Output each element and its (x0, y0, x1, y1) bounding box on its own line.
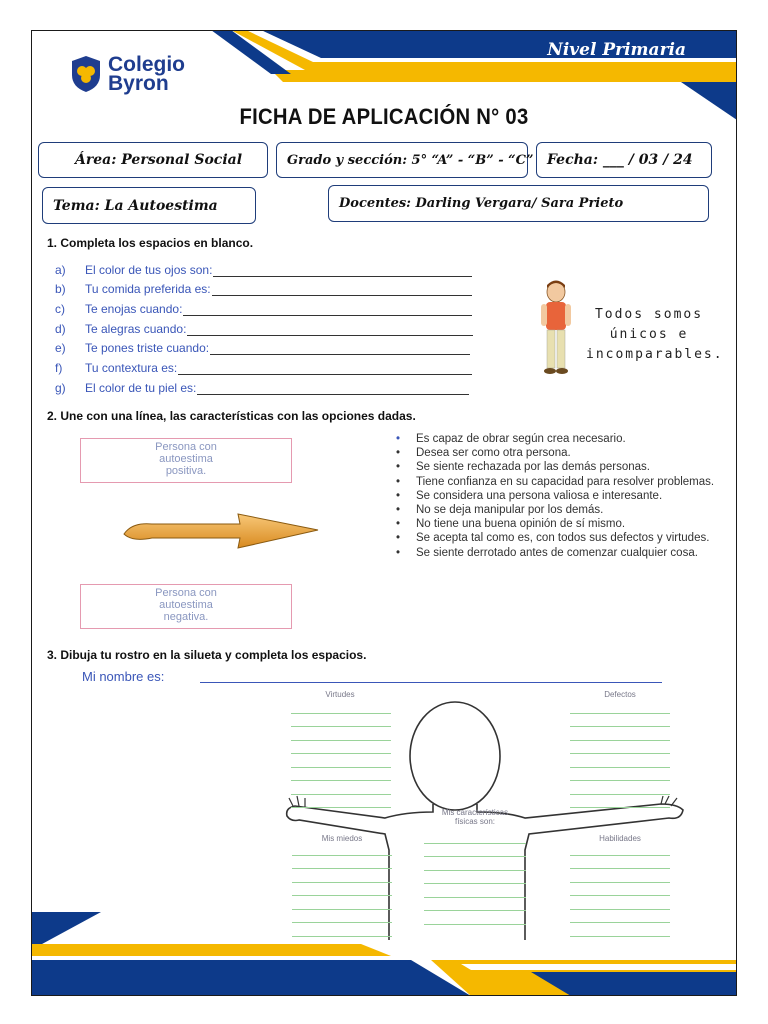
defectos-lines[interactable] (570, 700, 670, 808)
caracteristicas-lines[interactable] (424, 830, 526, 925)
list-item[interactable] (396, 489, 716, 503)
fecha-box: Fecha: ___ / 03 / 24 (536, 142, 712, 178)
arrow-icon (122, 512, 322, 552)
virtudes-lines[interactable] (291, 700, 391, 808)
worksheet-title: FICHA DE APLICACIÓN N° 03 (239, 104, 529, 129)
q1-list (55, 257, 473, 395)
bullet-icon: • (396, 475, 401, 488)
school-name-line1: Colegio (108, 53, 185, 76)
box-line: negativa. (163, 611, 209, 623)
list-item[interactable] (396, 460, 716, 474)
item-letter: a) (55, 262, 66, 277)
area-box: Área: Personal Social (38, 142, 268, 178)
answer-line[interactable] (197, 382, 469, 395)
list-item[interactable] (396, 446, 716, 460)
option-text: Se siente derrotado antes de comenzar cualquier cosa. (416, 546, 698, 559)
question-3-title: 3. Dibuja tu rostro en la silueta y completa los espacios. (47, 648, 367, 662)
bullet-icon: • (396, 489, 401, 502)
answer-line[interactable] (187, 323, 473, 336)
motto-line1: Todos somos (594, 307, 704, 322)
boy-illustration-icon (536, 280, 580, 376)
answer-line[interactable] (183, 303, 472, 316)
negative-self-esteem-box[interactable] (80, 584, 292, 629)
label-line: físicas son: (454, 817, 495, 826)
bullet-icon: • (396, 461, 401, 474)
list-item (55, 355, 473, 375)
name-label: Mi nombre es: (82, 669, 165, 684)
question-2-title: 2. Une con una línea, las características con las opciones dadas. (47, 409, 416, 423)
option-text: No tiene una buena opinión de sí mismo. (416, 518, 626, 531)
docentes-box: Docentes: Darling Vergara/ Sara Prieto (328, 185, 709, 222)
list-item (55, 296, 473, 316)
bullet-icon: • (396, 504, 401, 517)
level-label: Nivel Primaria (547, 40, 686, 60)
motto-line2: únicos e (609, 327, 689, 342)
item-letter: f) (55, 361, 63, 376)
positive-self-esteem-box[interactable] (80, 438, 292, 483)
list-item (55, 316, 473, 336)
item-text: Te alegras cuando: (85, 321, 187, 336)
option-text: Tiene confianza en su capacidad para resolver problemas. (416, 475, 715, 488)
bullet-icon: • (396, 546, 401, 559)
option-text: Desea ser como otra persona. (416, 447, 571, 460)
list-item[interactable] (396, 531, 716, 545)
item-letter: e) (55, 341, 66, 356)
bullet-icon: • (396, 433, 401, 445)
answer-line[interactable] (210, 342, 470, 355)
tema-box: Tema: La Autoestima (42, 187, 256, 224)
miedos-lines[interactable] (292, 842, 392, 937)
shield-logo-icon (70, 55, 102, 93)
list-item[interactable] (396, 475, 716, 489)
list-item (55, 336, 473, 356)
box-line: autoestima (159, 599, 213, 611)
item-text: Tu contextura es: (85, 361, 178, 376)
list-item[interactable] (396, 517, 716, 531)
option-text: Se considera una persona valiosa e interesante. (416, 489, 663, 502)
defectos-label: Defectos (604, 690, 636, 699)
item-text: Te enojas cuando: (85, 302, 183, 317)
list-item (55, 375, 473, 395)
option-text: No se deja manipular por los demás. (416, 504, 604, 517)
item-letter: g) (55, 380, 66, 395)
list-item[interactable] (396, 432, 716, 446)
answer-line[interactable] (212, 283, 472, 296)
virtudes-label: Virtudes (325, 690, 355, 699)
item-letter: b) (55, 282, 66, 297)
list-item[interactable] (396, 503, 716, 517)
box-line: positiva. (165, 465, 207, 477)
option-text: Es capaz de obrar según crea necesario. (416, 433, 626, 445)
habilidades-label: Habilidades (599, 834, 641, 843)
item-letter: c) (55, 302, 65, 317)
question-1-title: 1. Completa los espacios en blanco. (47, 236, 254, 250)
habilidades-lines[interactable] (570, 842, 670, 937)
list-item (55, 257, 473, 277)
label-line: Mis características (441, 808, 509, 817)
list-item (55, 277, 473, 297)
motto-text (586, 305, 724, 365)
item-text: El color de tu piel es: (85, 380, 197, 395)
item-text: Te pones triste cuando: (85, 341, 210, 356)
bullet-icon: • (396, 447, 401, 460)
item-text: Tu comida preferida es: (85, 282, 211, 297)
item-letter: d) (55, 321, 66, 336)
miedos-label: Mis miedos (321, 834, 363, 843)
item-text: El color de tus ojos son: (85, 262, 213, 277)
options-list (396, 432, 716, 560)
name-input-line[interactable] (200, 682, 662, 683)
list-item[interactable] (396, 546, 716, 560)
box-line: Persona con (155, 587, 217, 599)
school-name (108, 55, 185, 93)
answer-line[interactable] (213, 264, 472, 277)
bullet-icon: • (396, 532, 401, 545)
box-line: autoestima (159, 453, 213, 465)
box-line: Persona con (155, 441, 217, 453)
school-name-line2: Byron (108, 72, 169, 95)
grado-box: Grado y sección: 5° “A” - “B” - “C” (276, 142, 528, 178)
bullet-icon: • (396, 518, 401, 531)
answer-line[interactable] (178, 362, 472, 375)
motto-line3: incomparables. (586, 347, 724, 362)
option-text: Se siente rechazada por las demás personas. (416, 461, 650, 474)
option-text: Se acepta tal como es, con todos sus defectos y virtudes. (416, 532, 710, 545)
caracteristicas-label (420, 808, 530, 826)
